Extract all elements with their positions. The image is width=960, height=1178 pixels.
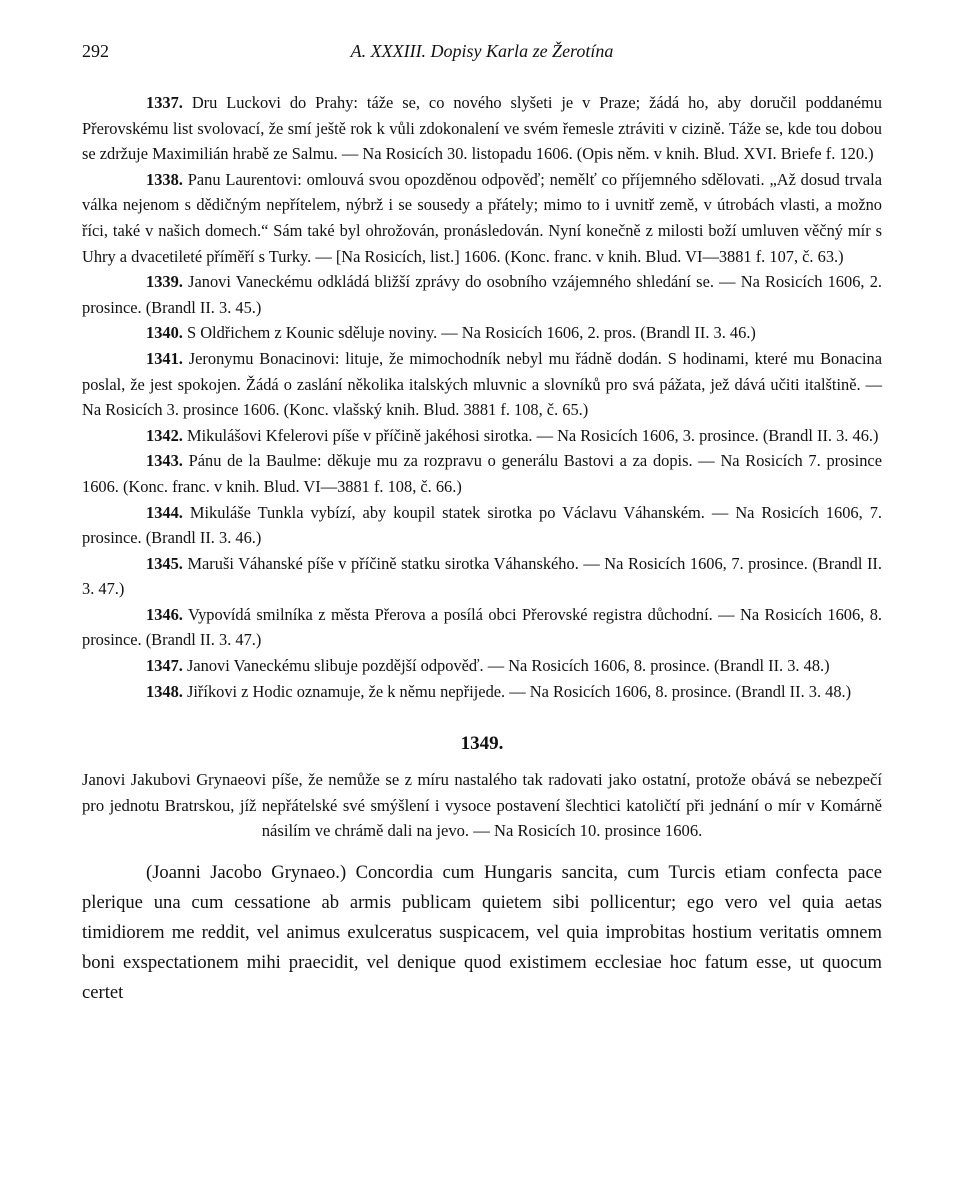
entry-text: Panu Laurentovi: omlouvá svou opozděnou odpověď; nemělť co příjemného sdělovati. „Až dosud trvala válka nejenom s dědičným nepřítelem, nýbrž i se sousedy a přátely; mimo to i uvnitř země, v útrobách vlasti, a možno říci, také v našich domech.“ Sám také byl ohrožován, pronásledován. Nyní konečně z milosti boží umluven věčný mír s Uhry a dvacetileté příměří s Turky. — [Na Rosicích, list.] 1606. (Konc. franc. v knih. Blud. VI—3881 f. 107, č. 63.) [82,169,882,266]
entry-text: Mikulášovi Kfelerovi píše v příčině jakéhosi sirotka. — Na Rosicích 1606, 3. prosince. (Brandl II. 3. 46.) [187,425,879,445]
entry-1345 [82,551,882,602]
entry-number: 1340. [146,323,183,343]
entry-text: Janovi Vaneckému slibuje pozdější odpověď. — Na Rosicích 1606, 8. prosince. (Brandl II. 3. 48.) [187,656,830,676]
entries-list [82,90,882,704]
entry-1343 [82,448,882,499]
entry-number: 1344. [146,502,183,522]
entry-1346 [82,602,882,653]
entry-text: Jeronymu Bonacinovi: lituje, že mimochodník nebyl mu řádně dodán. S hodinami, které mu Bonacina poslal, že jest spokojen. Žádá o zaslání několika italských mluvnic a slovníků pro svá pážata, jež dává učiti italštině. — Na Rosicích 3. prosince 1606. (Konc. vlašský knih. Blud. 3881 f. 108, č. 65.) [82,348,882,420]
entry-1338 [82,167,882,269]
entry-number: 1343. [146,451,183,471]
entry-text: Vypovídá smilníka z města Přerova a posílá obci Přerovské registra důchodní. — Na Rosicích 1606, 8. prosince. (Brandl II. 3. 47.) [82,604,882,650]
entry-number: 1339. [146,272,183,292]
letter-body-text: (Joanni Jacobo Grynaeo.) Concordia cum Hungaris sancita, cum Turcis etiam confecta pace plerique una cum cessatione ab armis publicam quietem sibi pollicentur; ego vero vel quia aetas timidiorem me reddit, vel animus exulceratus suspicacem, vel quia improbitas hostium veritatis omnem boni exspectationem mihi praecidit, vel denique quod existimem ecclesiae hoc fatum esse, ut quocum certet [82,862,882,1004]
letter-number-heading: 1349. [460,733,504,755]
letter-summary: Janovi Jakubovi Grynaeovi píše, že nemůže se z míru nastalého tak radovati jako ostatní, protože obává se nebezpečí pro jednotu Bratrskou, jíž nepřátelské své smýšlení i vysoce postavení šlechtici katoličtí při jednání o mír v Komárně násilím ve chrámě dali na jevo. — Na Rosicích 10. prosince 1606. [82,770,882,841]
entry-1339 [82,269,882,320]
entry-1342 [82,423,882,449]
entry-text: Jiříkovi z Hodic oznamuje, že k němu nepřijede. — Na Rosicích 1606, 8. prosince. (Brandl II. 3. 48.) [187,681,852,701]
entry-number: 1348. [146,681,183,701]
entry-text: Pánu de la Baulme: děkuje mu za rozpravu o generálu Bastovi a za dopis. — Na Rosicích 7. prosince 1606. (Konc. franc. v knih. Blud. VI—3881 f. 108, č. 66.) [82,451,882,496]
entry-number: 1345. [146,553,183,573]
entry-number: 1338. [146,169,183,189]
page-number: 292 [82,41,109,61]
entry-number: 1346. [146,604,183,624]
entry-text: Janovi Vaneckému odkládá bližší zprávy do osobního vzájemného shledání se. — Na Rosicích 1606, 2. prosince. (Brandl II. 3. 45.) [82,272,882,317]
document-page [82,36,882,1008]
entry-1340 [82,320,882,346]
entry-text: Maruši Váhanské píše v příčině statku sirotka Váhanského. — Na Rosicích 1606, 7. prosince. (Brandl II. 3. 47.) [82,553,882,599]
entry-1344 [82,500,882,551]
entry-1337 [82,90,882,167]
entry-1341 [82,346,882,423]
entry-text: S Oldřichem z Kounic sděluje noviny. — Na Rosicích 1606, 2. pros. (Brandl II. 3. 46.) [187,323,756,343]
entry-number: 1342. [146,425,183,445]
entry-number: 1337. [146,93,183,112]
entry-number: 1347. [146,656,183,676]
entry-1348 [82,679,882,705]
entry-1347 [82,653,882,679]
entry-number: 1341. [146,348,183,368]
running-header [82,36,882,66]
entry-text: Dru Luckovi do Prahy: táže se, co nového slyšeti je v Praze; žádá ho, aby doručil poddanému Přerovskému list svolovací, že smí ještě rok k vůli zdokonalení ve svém řemesle ztráviti v cizině. Táže se, kde tou dobou se zdržuje Maximilián hrabě ze Salmu. — Na Rosicích 30. listopadu 1606. (Opis něm. v knih. Blud. XVI. Briefe f. 120.) [82,93,882,164]
running-title: A. XXXIII. Dopisy Karla ze Žerotína [350,41,614,61]
entry-text: Mikuláše Tunkla vybízí, aby koupil statek sirotka po Václavu Váhanském. — Na Rosicích 1606, 7. prosince. (Brandl II. 3. 46.) [82,502,882,548]
